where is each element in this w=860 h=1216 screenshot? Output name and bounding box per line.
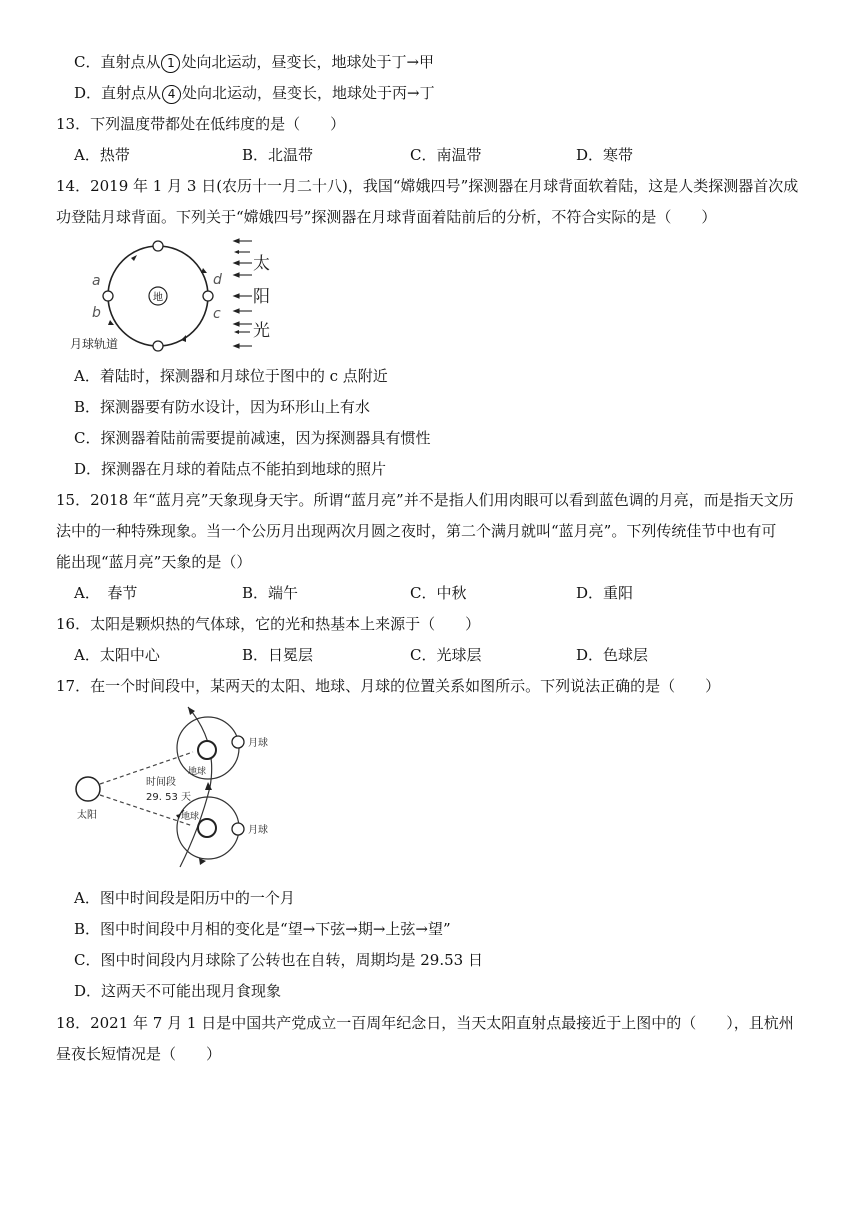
sun-text-1: 太 xyxy=(253,254,270,274)
q15-stem-line3: 能出现“蓝月亮”天象的是（） xyxy=(56,553,252,571)
moon-label-bottom: 月球 xyxy=(248,825,268,836)
period-days-label: 29. 53 天 xyxy=(146,792,191,803)
orbit-label: 月球轨道 xyxy=(70,337,119,351)
q18-stem-line1: 18．2021 年 7 月 1 日是中国共产党成立一百周年纪念日，当天太阳直射点最接近于上图中的（ ），且杭州 xyxy=(56,1014,794,1032)
q17-option-d: D．这两天不可能出现月食现象 xyxy=(74,982,282,1000)
q17-stem: 17．在一个时间段中，某两天的太阳、地球、月球的位置关系如图所示。下列说法正确的是（ ） xyxy=(56,677,721,695)
moon-label-top: 月球 xyxy=(248,738,268,749)
q14-stem-line2: 功登陆月球背面。下列关于“嫦娥四号”探测器在月球背面着陆前后的分析，不符合实际的是（ ） xyxy=(56,208,717,226)
moon-orbit-figure xyxy=(70,232,290,357)
option-d: D．重阳 xyxy=(576,584,634,602)
q18-stem-line2: 昼夜长短情况是（ ） xyxy=(56,1045,222,1063)
option-b: B．端午 xyxy=(242,584,299,602)
sun-text-3: 光 xyxy=(253,321,270,341)
q15-stem-line1: 15．2018 年“蓝月亮”天象现身天宇。所谓“蓝月亮”并不是指人们用肉眼可以看到蓝色调的月亮，而是指天文历 xyxy=(56,491,794,509)
circled-number: 4 xyxy=(162,85,181,104)
point-d-label: d xyxy=(213,272,222,288)
q17-option-a: A．图中时间段是阳历中的一个月 xyxy=(74,889,295,907)
sun-earth-moon-figure xyxy=(68,702,288,872)
q12-option-c: C．直射点从 1 处向北运动，昼变长，地球处于丁→甲 xyxy=(74,53,435,71)
circled-number: 1 xyxy=(161,54,180,73)
point-c-label: c xyxy=(213,306,221,322)
option-b: B．日冕层 xyxy=(242,646,314,664)
option-c: C．光球层 xyxy=(410,646,482,664)
option-c: C．中秋 xyxy=(410,584,467,602)
q15-stem-line2: 法中的一种特殊现象。当一个公历月出现两次月圆之夜时，第二个满月就叫“蓝月亮”。下列传统佳节中也有可 xyxy=(56,522,777,540)
option-d: D．寒带 xyxy=(576,146,634,164)
option-c: C．南温带 xyxy=(410,146,482,164)
sun-text-2: 阳 xyxy=(253,287,270,307)
point-a-label: a xyxy=(92,273,101,289)
q17-option-c: C．图中时间段内月球除了公转也在自转，周期均是 29.53 日 xyxy=(74,951,483,969)
earth-label-bottom: 地球 xyxy=(181,812,200,822)
q14-stem-line1: 14．2019 年 1 月 3 日(农历十一月二十八)，我国“嫦娥四号”探测器在月球背面软着陆，这是人类探测器首次成 xyxy=(56,177,799,195)
q12-option-d: D．直射点从 4 处向北运动，昼变长，地球处于丙→丁 xyxy=(74,84,435,102)
q14-option-a: A．着陆时，探测器和月球位于图中的 c 点附近 xyxy=(74,367,388,385)
option-b: B．北温带 xyxy=(242,146,314,164)
q13-stem: 13．下列温度带都处在低纬度的是（ ） xyxy=(56,115,346,133)
point-b-label: b xyxy=(92,305,101,321)
period-label: 时间段 xyxy=(146,777,176,788)
option-a: A． 春节 xyxy=(74,584,138,602)
q14-option-b: B．探测器要有防水设计，因为环形山上有水 xyxy=(74,398,371,416)
q16-stem: 16．太阳是颗炽热的气体球，它的光和热基本上来源于（ ） xyxy=(56,615,481,633)
q17-option-b: B．图中时间段中月相的变化是“望→下弦→期→上弦→望” xyxy=(74,920,451,938)
option-d: D．色球层 xyxy=(576,646,649,664)
q14-option-c: C．探测器着陆前需要提前减速，因为探测器具有惯性 xyxy=(74,429,431,447)
option-a: A．热带 xyxy=(74,146,130,164)
sun-label: 太阳 xyxy=(77,810,97,821)
earth-label-top: 地球 xyxy=(188,767,207,777)
earth-label: 地 xyxy=(153,292,163,304)
option-a: A．太阳中心 xyxy=(74,646,160,664)
q14-option-d: D．探测器在月球的着陆点不能拍到地球的照片 xyxy=(74,460,387,478)
